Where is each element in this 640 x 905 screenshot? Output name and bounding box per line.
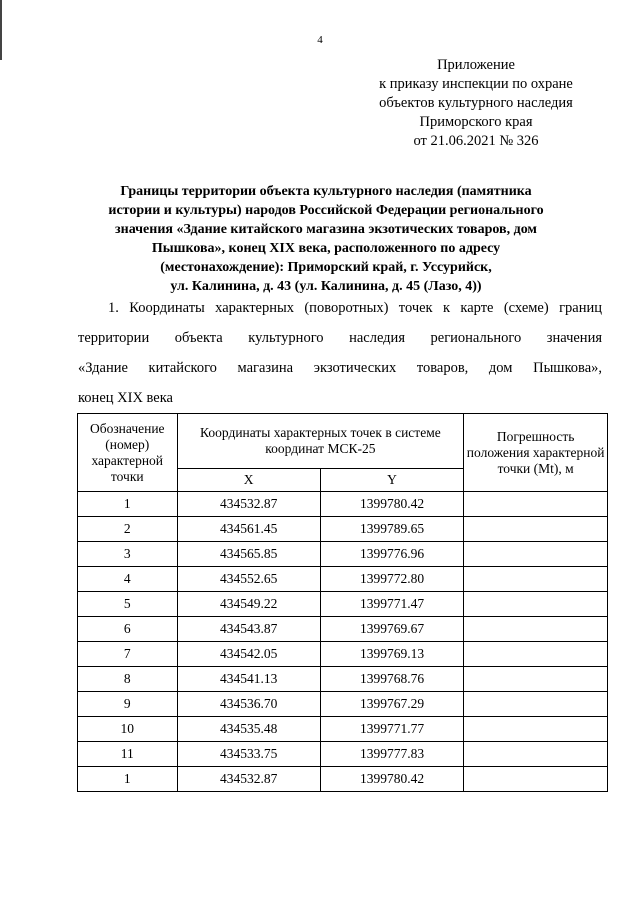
table-row bbox=[78, 617, 608, 642]
cell-y: 1399780.42 bbox=[320, 767, 463, 792]
cell-error bbox=[464, 542, 608, 567]
cell-point-number: 2 bbox=[78, 517, 178, 542]
cell-x: 434542.05 bbox=[177, 642, 320, 667]
header-x: X bbox=[177, 469, 320, 492]
page-number: 4 bbox=[317, 34, 323, 46]
title-line: (местонахождение): Приморский край, г. Уссурийск, bbox=[160, 260, 492, 275]
header-error: Погрешность положения характерной точки (Mt), м bbox=[464, 414, 608, 492]
cell-error bbox=[464, 492, 608, 517]
cell-error bbox=[464, 642, 608, 667]
scan-edge-mark bbox=[0, 0, 2, 60]
approval-line: к приказу инспекции по охране bbox=[379, 76, 573, 92]
coordinates-table-body bbox=[78, 492, 608, 792]
title-line: истории и культуры) народов Российской Федерации регионального bbox=[108, 203, 544, 218]
cell-error bbox=[464, 717, 608, 742]
cell-y: 1399772.80 bbox=[320, 567, 463, 592]
approval-line: от 21.06.2021 № 326 bbox=[413, 133, 539, 149]
cell-y: 1399789.65 bbox=[320, 517, 463, 542]
table-row bbox=[78, 717, 608, 742]
cell-point-number: 9 bbox=[78, 692, 178, 717]
title-line: ул. Калинина, д. 43 (ул. Калинина, д. 45 (Лазо, 4)) bbox=[170, 279, 482, 294]
table-row bbox=[78, 692, 608, 717]
cell-point-number: 8 bbox=[78, 667, 178, 692]
cell-point-number: 5 bbox=[78, 592, 178, 617]
cell-y: 1399771.47 bbox=[320, 592, 463, 617]
paragraph-line: 1. Координаты характерных (поворотных) точек к карте (схеме) границ bbox=[108, 300, 602, 316]
cell-x: 434543.87 bbox=[177, 617, 320, 642]
table-row bbox=[78, 742, 608, 767]
cell-point-number: 4 bbox=[78, 567, 178, 592]
cell-point-number: 6 bbox=[78, 617, 178, 642]
title-line: Границы территории объекта культурного наследия (памятника bbox=[120, 184, 532, 199]
cell-y: 1399769.67 bbox=[320, 617, 463, 642]
cell-y: 1399771.77 bbox=[320, 717, 463, 742]
cell-error bbox=[464, 767, 608, 792]
cell-point-number: 10 bbox=[78, 717, 178, 742]
paragraph-line: «Здание китайского магазина экзотических товаров, дом Пышкова», bbox=[78, 360, 602, 376]
cell-x: 434536.70 bbox=[177, 692, 320, 717]
approval-block bbox=[356, 56, 596, 151]
header-y: Y bbox=[320, 469, 463, 492]
coordinates-table bbox=[77, 413, 608, 792]
table-row bbox=[78, 567, 608, 592]
cell-error bbox=[464, 567, 608, 592]
cell-y: 1399769.13 bbox=[320, 642, 463, 667]
cell-x: 434532.87 bbox=[177, 492, 320, 517]
cell-error bbox=[464, 592, 608, 617]
cell-error bbox=[464, 692, 608, 717]
paragraph-line: конец XIX века bbox=[78, 390, 173, 406]
cell-x: 434533.75 bbox=[177, 742, 320, 767]
cell-point-number: 1 bbox=[78, 767, 178, 792]
cell-x: 434532.87 bbox=[177, 767, 320, 792]
table-row bbox=[78, 542, 608, 567]
table-row bbox=[78, 642, 608, 667]
cell-point-number: 7 bbox=[78, 642, 178, 667]
cell-x: 434552.65 bbox=[177, 567, 320, 592]
cell-x: 434535.48 bbox=[177, 717, 320, 742]
document-title bbox=[96, 182, 556, 296]
cell-point-number: 1 bbox=[78, 492, 178, 517]
cell-error bbox=[464, 742, 608, 767]
cell-y: 1399776.96 bbox=[320, 542, 463, 567]
cell-y: 1399768.76 bbox=[320, 667, 463, 692]
cell-point-number: 3 bbox=[78, 542, 178, 567]
table-row bbox=[78, 767, 608, 792]
approval-line: объектов культурного наследия bbox=[379, 95, 573, 111]
cell-error bbox=[464, 617, 608, 642]
cell-y: 1399780.42 bbox=[320, 492, 463, 517]
title-line: Пышкова», конец XIX века, расположенного по адресу bbox=[151, 241, 501, 256]
cell-x: 434561.45 bbox=[177, 517, 320, 542]
table-row bbox=[78, 492, 608, 517]
cell-x: 434541.13 bbox=[177, 667, 320, 692]
cell-x: 434549.22 bbox=[177, 592, 320, 617]
header-coordinates: Координаты характерных точек в системе координат МСК-25 bbox=[177, 414, 464, 469]
cell-point-number: 11 bbox=[78, 742, 178, 767]
approval-line: Приложение bbox=[437, 57, 515, 73]
cell-error bbox=[464, 517, 608, 542]
table-row bbox=[78, 667, 608, 692]
paragraph-line: территории объекта культурного наследия регионального значения bbox=[78, 330, 602, 346]
cell-x: 434565.85 bbox=[177, 542, 320, 567]
cell-y: 1399777.83 bbox=[320, 742, 463, 767]
table-row bbox=[78, 592, 608, 617]
cell-error bbox=[464, 667, 608, 692]
table-row bbox=[78, 517, 608, 542]
cell-y: 1399767.29 bbox=[320, 692, 463, 717]
title-line: значения «Здание китайского магазина экзотических товаров, дом bbox=[115, 222, 537, 237]
header-point-number: Обозначение (номер) характерной точки bbox=[78, 414, 178, 492]
approval-line: Приморского края bbox=[419, 114, 533, 130]
